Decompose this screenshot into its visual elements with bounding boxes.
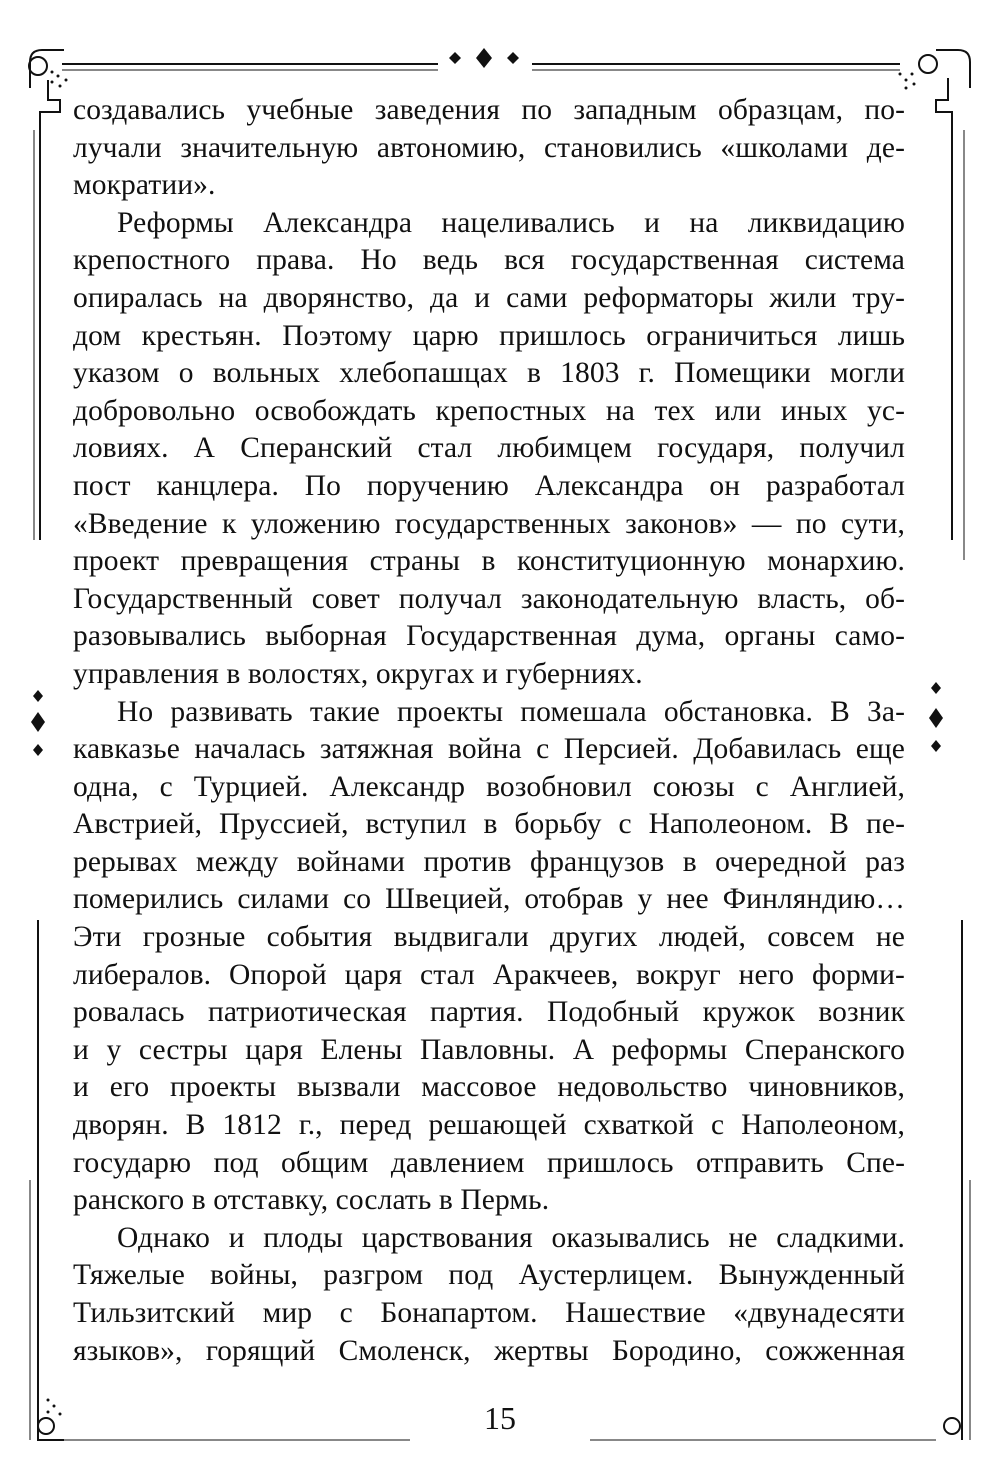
text-line: Но развивать такие проекты помешала обстановка. В За- bbox=[117, 695, 905, 728]
text-line: добровольно освобождать крепостных на тех или иных ус- bbox=[73, 394, 905, 427]
text-line: языков», горящий Смоленск, жертвы Бородино, сожженная bbox=[73, 1334, 905, 1367]
text-line: лучали значительную автономию, становились «школами де- bbox=[73, 131, 905, 164]
text-line: мократии». bbox=[73, 169, 216, 202]
text-line: опиралась на дворянство, да и сами реформаторы жили тру- bbox=[73, 281, 905, 314]
text-line: Тяжелые войны, разгром под Аустерлицем. Вынужденный bbox=[73, 1259, 905, 1292]
text-line: ловиях. А Сперанский стал любимцем государя, получил bbox=[73, 432, 905, 465]
text-line: проект превращения страны в конституционную монархию. bbox=[73, 545, 905, 578]
text-line: дом крестьян. Поэтому царю пришлось ограничиться лишь bbox=[73, 319, 905, 352]
text-line: Эти грозные события выдвигали других людей, совсем не bbox=[73, 921, 905, 954]
text-line: крепостного права. Но ведь вся государственная система bbox=[73, 244, 905, 277]
text-line: «Введение к уложению государственных законов» — по сути, bbox=[73, 507, 905, 540]
text-line: государю под общим давлением пришлось отправить Спе- bbox=[73, 1146, 905, 1179]
text-line: и его проекты вызвали массовое недовольство чиновников, bbox=[73, 1071, 905, 1104]
text-line: разовывались выборная Государственная дума, органы само- bbox=[73, 620, 905, 653]
text-line: Реформы Александра нацеливались и на ликвидацию bbox=[117, 206, 905, 239]
text-line: Австрией, Пруссией, вступил в борьбу с Наполеоном. В пе- bbox=[73, 808, 905, 841]
text-line: ровалась патриотическая партия. Подобный кружок возник bbox=[73, 996, 905, 1029]
page-number: 15 bbox=[484, 1400, 516, 1436]
text-line: ранского в отставку, сослать в Пермь. bbox=[73, 1184, 550, 1217]
text-line: создавались учебные заведения по западным образцам, по- bbox=[73, 94, 905, 126]
text-line: либералов. Опорой царя стал Аракчеев, вокруг него форми- bbox=[73, 958, 905, 991]
text-line: померились силами со Швецией, отобрав у нее Финляндию… bbox=[73, 883, 905, 916]
text-line: Однако и плоды царствования оказывались не сладкими. bbox=[117, 1221, 905, 1254]
text-line: рерывах между войнами против французов в очередной раз bbox=[73, 845, 905, 878]
text-line: дворян. В 1812 г., перед решающей схваткой с Наполеоном, bbox=[73, 1109, 905, 1142]
text-line: и у сестры царя Елены Павловны. А реформы Сперанского bbox=[73, 1033, 905, 1066]
text-line: указом о вольных хлебопашцах в 1803 г. Помещики могли bbox=[73, 357, 905, 390]
text-line: одна, с Турцией. Александр возобновил союзы с Англией, bbox=[73, 770, 905, 803]
text-line: кавказье началась затяжная война с Персией. Добавилась еще bbox=[73, 733, 905, 766]
body-text bbox=[73, 92, 905, 1370]
text-line: пост канцлера. По поручению Александра он разработал bbox=[73, 469, 905, 502]
text-line: Государственный совет получал законодательную власть, об- bbox=[73, 582, 905, 615]
text-line: управления в волостях, округах и губерниях. bbox=[73, 657, 643, 690]
text-line: Тильзитский мир с Бонапартом. Нашествие «двунадесяти bbox=[73, 1297, 905, 1329]
